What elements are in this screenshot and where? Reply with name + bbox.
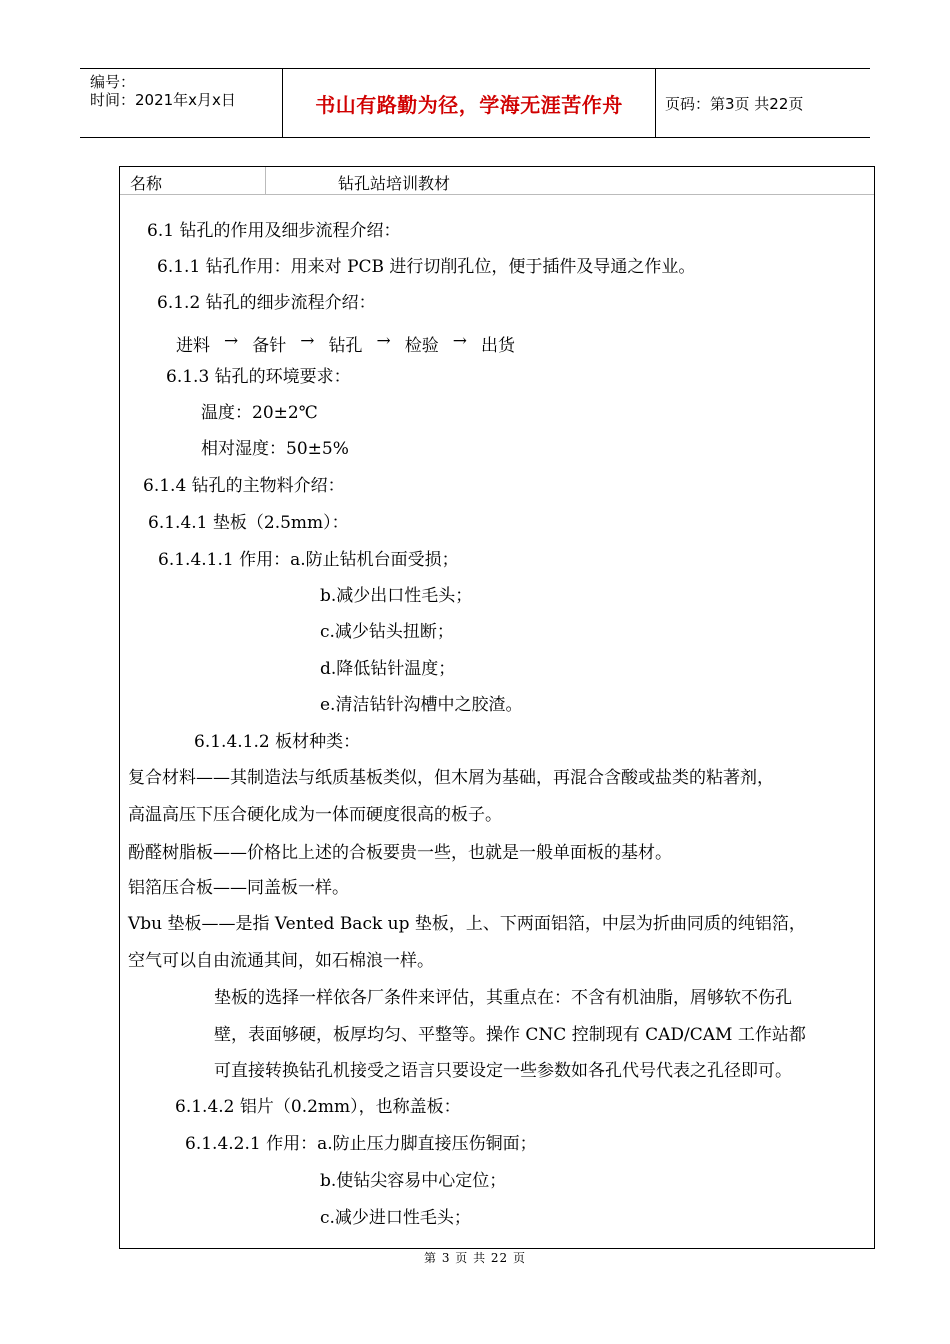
- paragraph-line: 可直接转换钻孔机接受之语言只要设定一些参数如各孔代号代表之孔径即可。: [214, 1061, 792, 1081]
- section-6-1-4-2: 6.1.4.2 铝片（0.2mm），也称盖板：: [175, 1097, 461, 1117]
- section-6-1-4: 6.1.4 钻孔的主物料介绍：: [143, 476, 345, 496]
- arrow-icon: →: [300, 331, 315, 351]
- section-6-1-1: 6.1.1 钻孔作用：用来对 PCB 进行切削孔位，便于插件及导通之作业。: [157, 257, 696, 277]
- page-header: [80, 68, 870, 138]
- motto: 书山有路勤为径，学海无涯苦作舟: [315, 92, 623, 117]
- paragraph-line: 垫板的选择一样依各厂条件来评估，其重点在：不含有机油脂，屑够软不伤孔: [214, 988, 792, 1008]
- section-6-1-4-1-1: 6.1.4.1.1 作用：a.防止钻机台面受损；: [158, 550, 459, 570]
- header-page-cell: [655, 69, 870, 137]
- section-6-1-2: 6.1.2 钻孔的细步流程介绍：: [157, 293, 376, 313]
- name-label: 名称: [130, 174, 163, 193]
- title-cell: [266, 167, 874, 195]
- paragraph-line: 复合材料——其制造法与纸质基板类似，但木屑为基础，再混合含酸或盐类的粘著剂，: [128, 768, 774, 788]
- page-info: 页码：第3页 共22页: [665, 94, 804, 113]
- section-6-1-3: 6.1.3 钻孔的环境要求：: [166, 367, 351, 387]
- name-cell: [120, 167, 266, 195]
- paragraph-line: 空气可以自由流通其间，如石棉浪一样。: [128, 951, 434, 971]
- humidity: 相对湿度：50±5%: [201, 439, 349, 459]
- arrow-icon: →: [376, 331, 391, 351]
- flow-step: 检验: [404, 336, 439, 356]
- list-item: c.减少进口性毛头；: [320, 1208, 471, 1228]
- paragraph-line: Vbu 垫板——是指 Vented Back up 垫板，上、下两面铝箔，中层为折曲同质的纯铝箔，: [128, 914, 806, 934]
- list-item: d.降低钻针温度；: [320, 659, 456, 679]
- section-6-1: 6.1 钻孔的作用及细步流程介绍：: [147, 221, 401, 241]
- arrow-icon: →: [224, 331, 239, 351]
- flow-step: 钻孔: [328, 336, 363, 356]
- page-footer: 第 3 页 共 22 页: [424, 1251, 526, 1265]
- paragraph-line: 壁，表面够硬，板厚均匀、平整等。操作 CNC 控制现有 CAD/CAM 工作站都: [214, 1025, 806, 1045]
- flow-step: 进料: [176, 336, 210, 356]
- flow-step: 出货: [481, 336, 515, 356]
- section-6-1-4-1: 6.1.4.1 垫板（2.5mm）：: [148, 513, 349, 533]
- list-item: e.清洁钻针沟槽中之胶渣。: [320, 695, 523, 715]
- header-motto-cell: [282, 69, 656, 137]
- list-item: c.减少钻头扭断；: [320, 622, 454, 642]
- header-meta: [80, 69, 282, 137]
- section-6-1-4-2-1: 6.1.4.2.1 作用：a.防止压力脚直接压伤铜面；: [185, 1134, 537, 1154]
- list-item: b.减少出口性毛头；: [320, 586, 473, 606]
- flow-step: 备针: [252, 336, 287, 356]
- list-item: b.使钻尖容易中心定位；: [320, 1171, 507, 1191]
- paragraph-line: 高温高压下压合硬化成为一体而硬度很高的板子。: [128, 805, 502, 825]
- arrow-icon: →: [452, 331, 467, 351]
- process-flow: [176, 331, 515, 356]
- number-label: 编号：: [90, 73, 136, 91]
- paragraph-line: 酚醛树脂板——价格比上述的合板要贵一些，也就是一般单面板的基材。: [128, 843, 672, 863]
- temperature: 温度：20±2℃: [201, 403, 318, 423]
- document-title: 钻孔站培训教材: [338, 174, 451, 193]
- time-label: 时间：2021年x月x日: [90, 91, 236, 109]
- section-6-1-4-1-2: 6.1.4.1.2 板材种类：: [194, 732, 361, 752]
- paragraph-line: 铝箔压合板——同盖板一样。: [128, 878, 349, 898]
